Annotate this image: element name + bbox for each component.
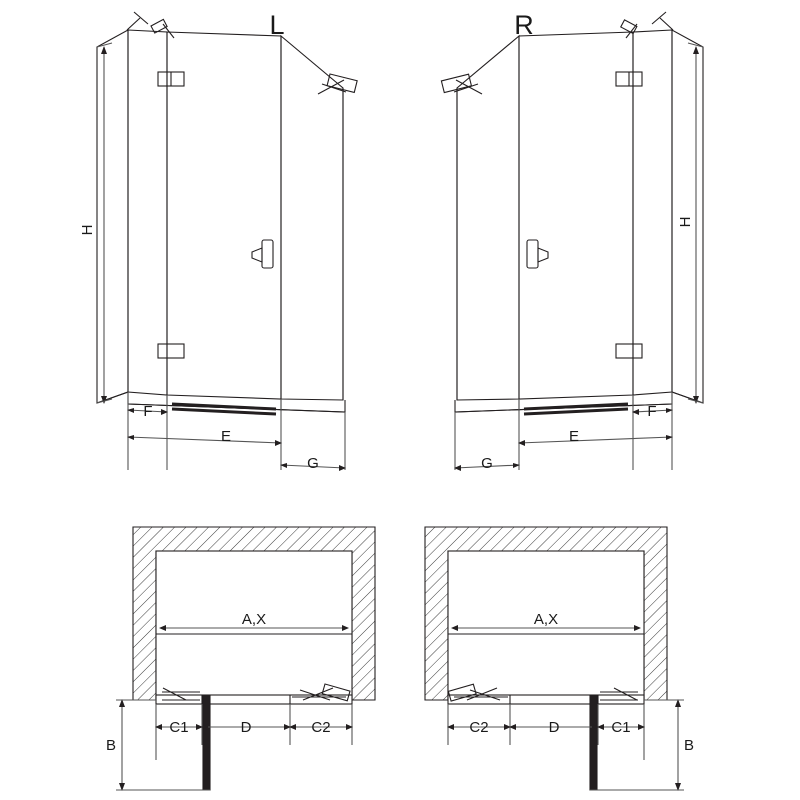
elevation-right [441, 12, 703, 471]
dim-label-h-left: H [79, 224, 96, 236]
dim-label-g-right: G [481, 455, 493, 472]
dim-label-h-right: H [677, 216, 694, 228]
dim-label-d-right: D [548, 719, 560, 736]
dim-label-e-right: E [568, 428, 580, 445]
dim-label-b-left: B [105, 737, 117, 754]
dim-label-f-left: F [143, 403, 153, 420]
dim-label-d-left: D [240, 719, 252, 736]
dim-label-ax-right: A,X [533, 611, 559, 628]
plan-right [425, 527, 684, 791]
plan-left [116, 527, 375, 791]
dim-label-ax-left: A,X [241, 611, 267, 628]
dim-label-c2-left: C2 [311, 719, 331, 736]
dim-label-c1-right: C1 [611, 719, 631, 736]
dim-label-b-right: B [683, 737, 695, 754]
dim-label-g-left: G [307, 455, 319, 472]
variant-label-left: L [269, 10, 285, 40]
dim-label-f-right: F [647, 403, 657, 420]
dim-label-c1-left: C1 [169, 719, 189, 736]
elevation-left [97, 12, 357, 471]
variant-label-right: R [514, 10, 534, 40]
dim-label-e-left: E [220, 428, 232, 445]
dim-label-c2-right: C2 [469, 719, 489, 736]
